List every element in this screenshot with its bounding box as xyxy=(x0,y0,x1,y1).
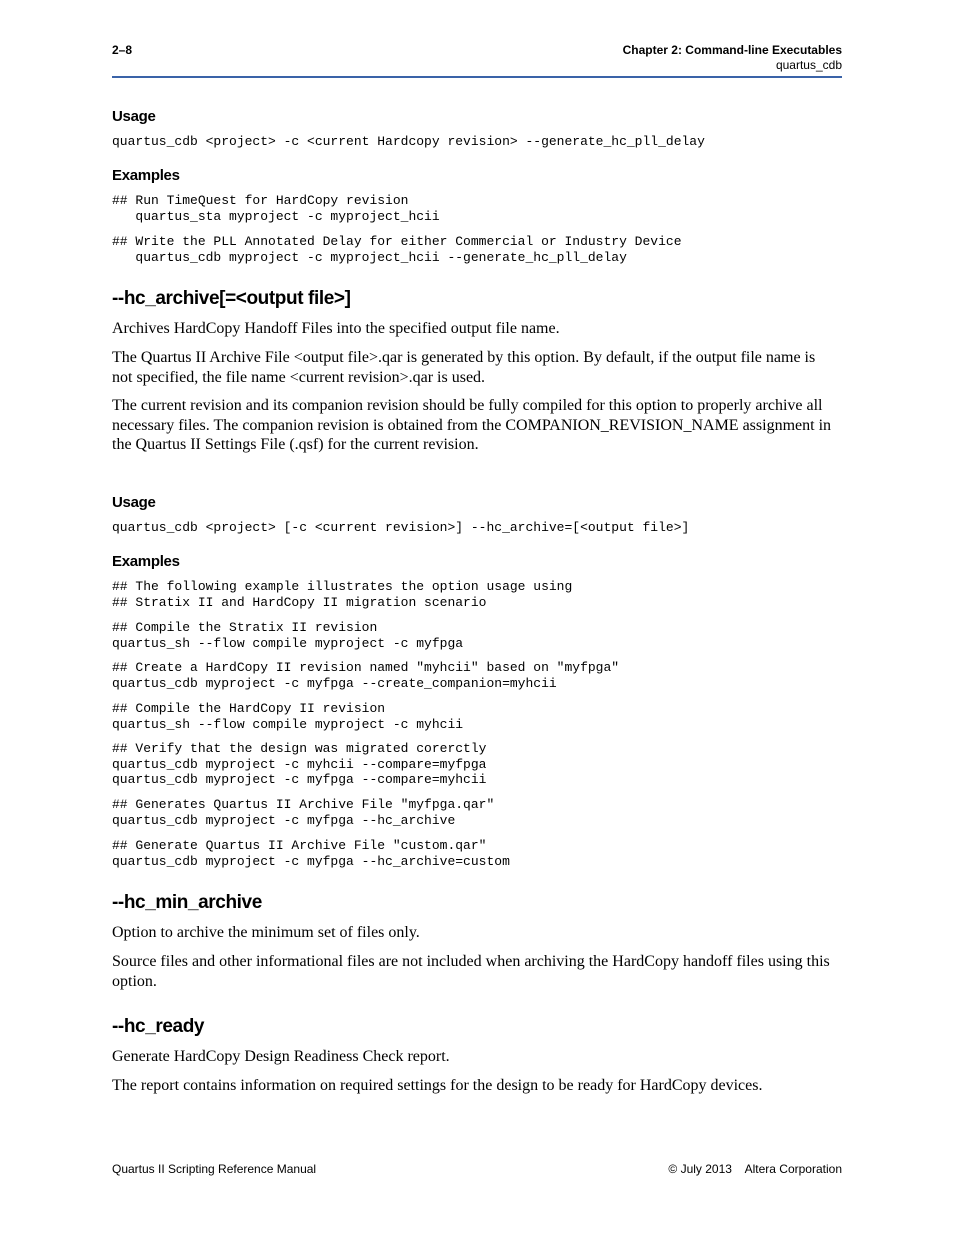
paragraph: Option to archive the minimum set of files only. xyxy=(112,924,420,941)
usage-code: quartus_cdb <project> -c <current Hardcopy revision> --generate_hc_pll_delay xyxy=(112,134,705,149)
section-heading: --hc_min_archive xyxy=(112,892,262,913)
usage-code: quartus_cdb <project> [-c <current revision>] --hc_archive=[<output file>] xyxy=(112,520,690,535)
example-block: ## Generates Quartus II Archive File "myfpga.qar" quartus_cdb myproject -c myfpga --hc_archive xyxy=(112,797,495,828)
section-heading: --hc_ready xyxy=(112,1016,205,1037)
examples-label: Examples xyxy=(112,167,180,184)
paragraph: Archives HardCopy Handoff Files into the specified output file name. xyxy=(112,320,560,337)
paragraph: The Quartus II Archive File <output file>.qar is generated by this option. By default, if the output file name is not specified, the file name <current revision>.qar is used. xyxy=(112,349,816,386)
paragraph: The current revision and its companion revision should be fully compiled for this option to properly archive all necessary files. The companion revision is obtained from the COMPANION_REVISION_NAME assignment in the Quartus II Settings File (.qsf) for the current revision. xyxy=(112,397,832,454)
example-block: ## Compile the Stratix II revision quartus_sh --flow compile myproject -c myfpga xyxy=(112,620,464,651)
section-heading: --hc_archive[=<output file>] xyxy=(112,288,351,309)
usage-label: Usage xyxy=(112,494,156,511)
example-block: ## Generate Quartus II Archive File "custom.qar" quartus_cdb myproject -c myfpga --hc_archive=custom xyxy=(112,838,510,869)
footer-copyright: © July 2013 Altera Corporation xyxy=(668,1162,842,1176)
example-block: ## Run TimeQuest for HardCopy revision quartus_sta myproject -c myproject_hcii xyxy=(112,193,440,224)
section-name: quartus_cdb xyxy=(775,58,842,72)
header-rule xyxy=(112,76,842,78)
chapter-title: Chapter 2: Command-line Executables xyxy=(622,43,842,57)
example-block: ## Create a HardCopy II revision named "myhcii" based on "myfpga" quartus_cdb myproject -c myfpga --create_companion=myhcii xyxy=(112,660,620,691)
footer-manual-title: Quartus II Scripting Reference Manual xyxy=(112,1162,317,1176)
example-block: ## The following example illustrates the option usage using ## Stratix II and HardCopy II migration scenario xyxy=(112,579,573,610)
example-block: ## Compile the HardCopy II revision quartus_sh --flow compile myproject -c myhcii xyxy=(112,701,464,732)
page-number: 2–8 xyxy=(112,43,133,57)
paragraph: The report contains information on required settings for the design to be ready for HardCopy devices. xyxy=(112,1077,763,1094)
example-block: ## Write the PLL Annotated Delay for either Commercial or Industry Device quartus_cdb myproject -c myproject_hcii --generate_hc_pll_delay xyxy=(112,234,682,265)
paragraph: Generate HardCopy Design Readiness Check report. xyxy=(112,1048,450,1065)
paragraph: Source files and other informational files are not included when archiving the HardCopy handoff files using this option. xyxy=(112,953,830,990)
examples-label: Examples xyxy=(112,553,180,570)
usage-label: Usage xyxy=(112,108,156,125)
example-block: ## Verify that the design was migrated corerctly quartus_cdb myproject -c myhcii --compare=myfpga quartus_cdb myproject -c myfpga --compare=myhcii xyxy=(112,741,487,787)
